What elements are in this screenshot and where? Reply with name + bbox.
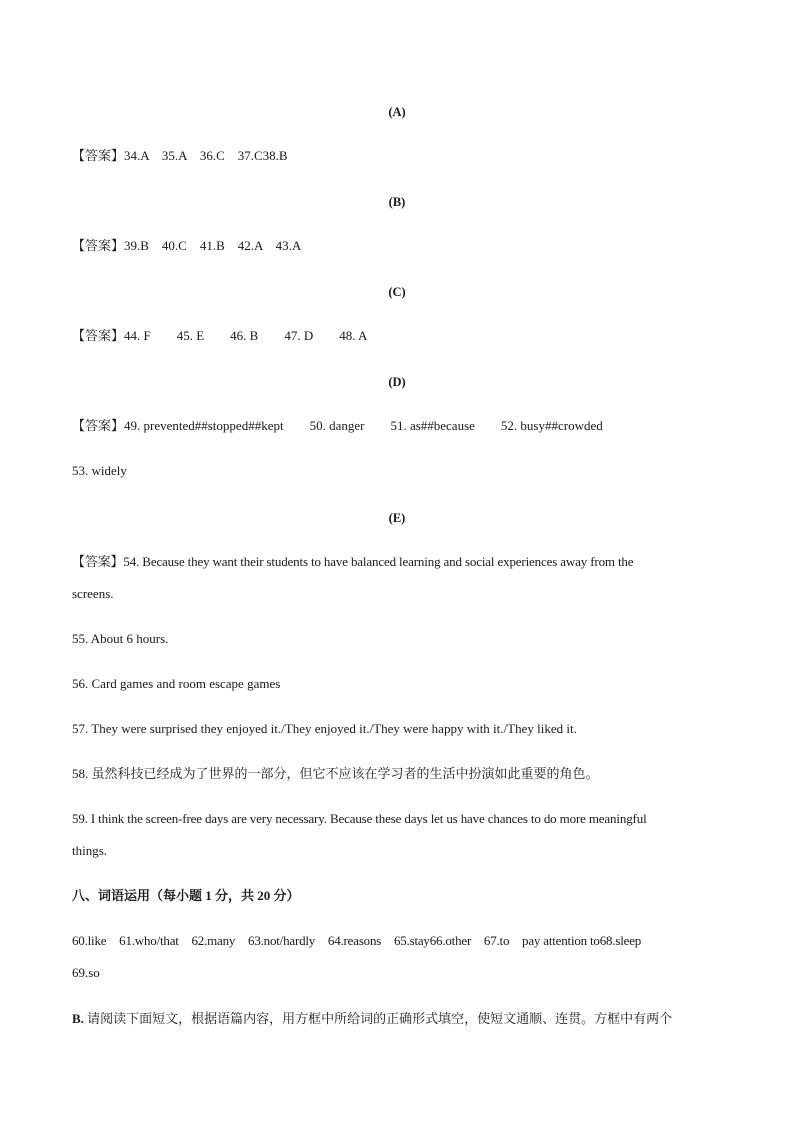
answer-a: 【答案】34.A 35.A 36.C 37.C38.B xyxy=(72,148,288,163)
part-b-instruction: 请阅读下面短文，根据语篇内容，用方框中所给词的正确形式填空，使短文通顺、连贯。方框中有两个 xyxy=(87,1011,673,1026)
answer-59-line1: 59. I think the screen-free days are very necessary. Because these days let us have chances to do more meaningful xyxy=(72,811,647,826)
part-b-label: B. xyxy=(72,1011,84,1026)
answer-d-cont: 53. widely xyxy=(72,463,127,478)
answer-57: 57. They were surprised they enjoyed it./They enjoyed it./They were happy with it./They liked it. xyxy=(72,721,577,736)
answer-54-line1: 【答案】54. Because they want their students to have balanced learning and social experiences away from the xyxy=(72,554,634,569)
answer-55: 55. About 6 hours. xyxy=(72,631,169,646)
answer-59-line2: things. xyxy=(72,843,108,858)
heading-a: (A) xyxy=(388,105,406,119)
answer-c: 【答案】44. F 45. E 46. B 47. D 48. A xyxy=(72,328,368,343)
heading-d: (D) xyxy=(388,375,406,389)
part8-answers-line2: 69.so xyxy=(72,965,100,980)
heading-b: (B) xyxy=(388,195,406,209)
part8-answers-line1: 60.like 61.who/that 62.many 63.not/hardly 64.reasons 65.stay66.other 67.to pay attention to68.sleep xyxy=(72,933,642,948)
heading-e: (E) xyxy=(388,511,406,525)
heading-c: (C) xyxy=(388,285,406,299)
answer-b: 【答案】39.B 40.C 41.B 42.A 43.A xyxy=(72,238,302,253)
part-b-instruction-line xyxy=(72,1011,672,1027)
answer-58: 58. 虽然科技已经成为了世界的一部分，但它不应该在学习者的生活中扮演如此重要的角色。 xyxy=(72,766,599,781)
part8-title: 八、词语运用（每小题 1 分，共 20 分） xyxy=(72,888,300,903)
answer-54-line2: screens. xyxy=(72,586,114,601)
answer-d: 【答案】49. prevented##stopped##kept 50. danger 51. as##because 52. busy##crowded xyxy=(72,418,603,433)
answer-56: 56. Card games and room escape games xyxy=(72,676,281,691)
